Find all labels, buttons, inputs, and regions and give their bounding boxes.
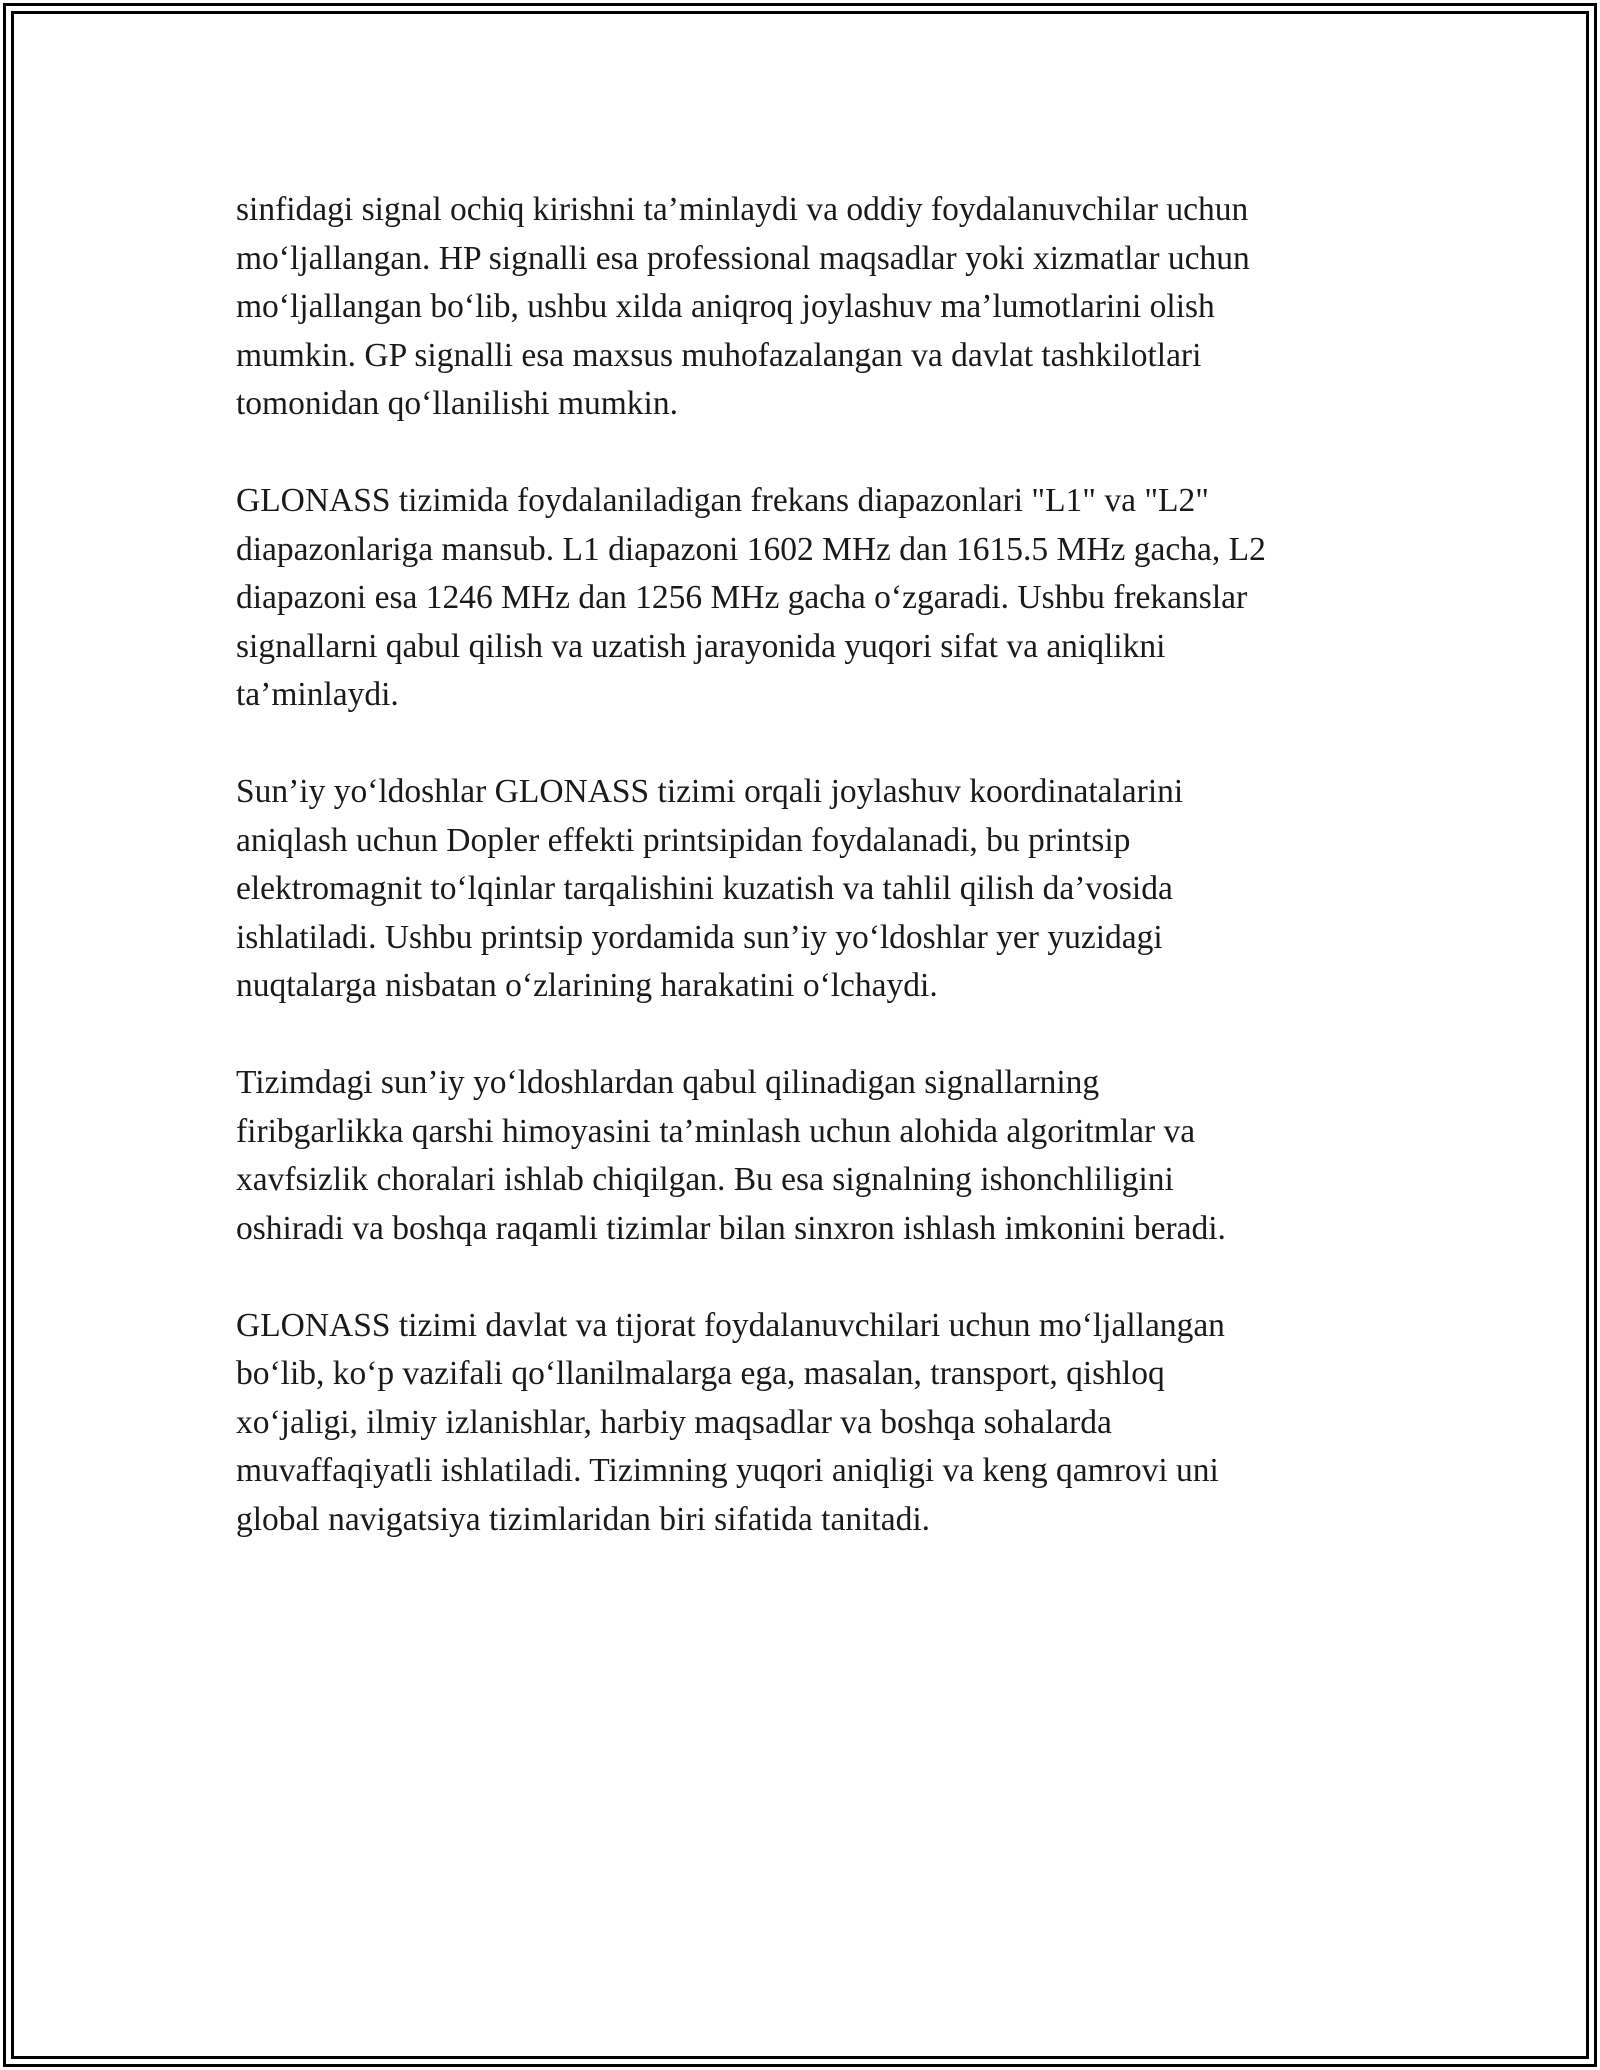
text-line: aniqlash uchun Dopler effekti printsipidan foydalanadi, bu printsip	[236, 821, 1131, 859]
text-line: xavfsizlik choralari ishlab chiqilgan. Bu esa signalning ishonchliligini	[236, 1161, 1174, 1198]
text-line: muvaffaqiyatli ishlatiladi. Tizimning yuqori aniqligi va keng qamrovi uni	[236, 1452, 1219, 1489]
text-line: Sun’iy yo‘ldoshlar GLONASS tizimi orqali joylashuv koordinatalarini	[236, 773, 1184, 810]
text-line: GLONASS tizimi davlat va tijorat foydalanuvchilari uchun mo‘ljallangan	[236, 1306, 1225, 1344]
paragraph-signal-classes	[236, 186, 1406, 429]
text-line: mumkin. GP signalli esa maxsus muhofazalangan va davlat tashkilotlari	[236, 336, 1202, 374]
text-line: GLONASS tizimida foydalaniladigan frekans diapazonlari "L1" va "L2"	[236, 482, 1209, 519]
text-line: bo‘lib, ko‘p vazifali qo‘llanilmalarga ega, masalan, transport, qishloq	[236, 1355, 1165, 1392]
text-line: oshiradi va boshqa raqamli tizimlar bilan sinxron ishlash imkonini beradi.	[236, 1209, 1226, 1247]
text-line: firibgarlikka qarshi himoyasini ta’minlash uchun alohida algoritmlar va	[236, 1112, 1196, 1150]
text-line: mo‘ljallangan bo‘lib, ushbu xilda aniqroq joylashuv ma’lumotlarini olish	[236, 288, 1215, 325]
text-line: Tizimdagi sun’iy yo‘ldoshlardan qabul qilinadigan signallarning	[236, 1064, 1100, 1101]
paragraph-applications	[236, 1302, 1406, 1545]
paragraph-doppler-effect	[236, 768, 1406, 1011]
text-line: ta’minlaydi.	[236, 676, 399, 713]
text-line: elektromagnit to‘lqinlar tarqalishini kuzatish va tahlil qilish da’vosida	[236, 870, 1173, 907]
document-body	[236, 186, 1406, 1593]
paragraph-frequency-bands	[236, 477, 1406, 720]
text-line: mo‘ljallangan. HP signalli esa professional maqsadlar yoki xizmatlar uchun	[236, 239, 1250, 277]
text-line: tomonidan qo‘llanilishi mumkin.	[236, 385, 678, 422]
text-line: ishlatiladi. Ushbu printsip yordamida sun’iy yo‘ldoshlar yer yuzidagi	[236, 918, 1163, 956]
text-line: nuqtalarga nisbatan o‘zlarining harakatini o‘lchaydi.	[236, 967, 938, 1004]
text-line: xo‘jaligi, ilmiy izlanishlar, harbiy maqsadlar va boshqa sohalarda	[236, 1403, 1112, 1441]
text-line: diapazonlariga mansub. L1 diapazoni 1602 MHz dan 1615.5 MHz gacha, L2	[236, 530, 1266, 568]
text-line: global navigatsiya tizimlaridan biri sifatida tanitadi.	[236, 1500, 930, 1538]
paragraph-security	[236, 1059, 1406, 1253]
text-line: sinfidagi signal ochiq kirishni ta’minlaydi va oddiy foydalanuvchilar uchun	[236, 191, 1249, 228]
text-line: diapazoni esa 1246 MHz dan 1256 MHz gacha o‘zgaradi. Ushbu frekanslar	[236, 579, 1248, 616]
text-line: signallarni qabul qilish va uzatish jarayonida yuqori sifat va aniqlikni	[236, 627, 1166, 665]
